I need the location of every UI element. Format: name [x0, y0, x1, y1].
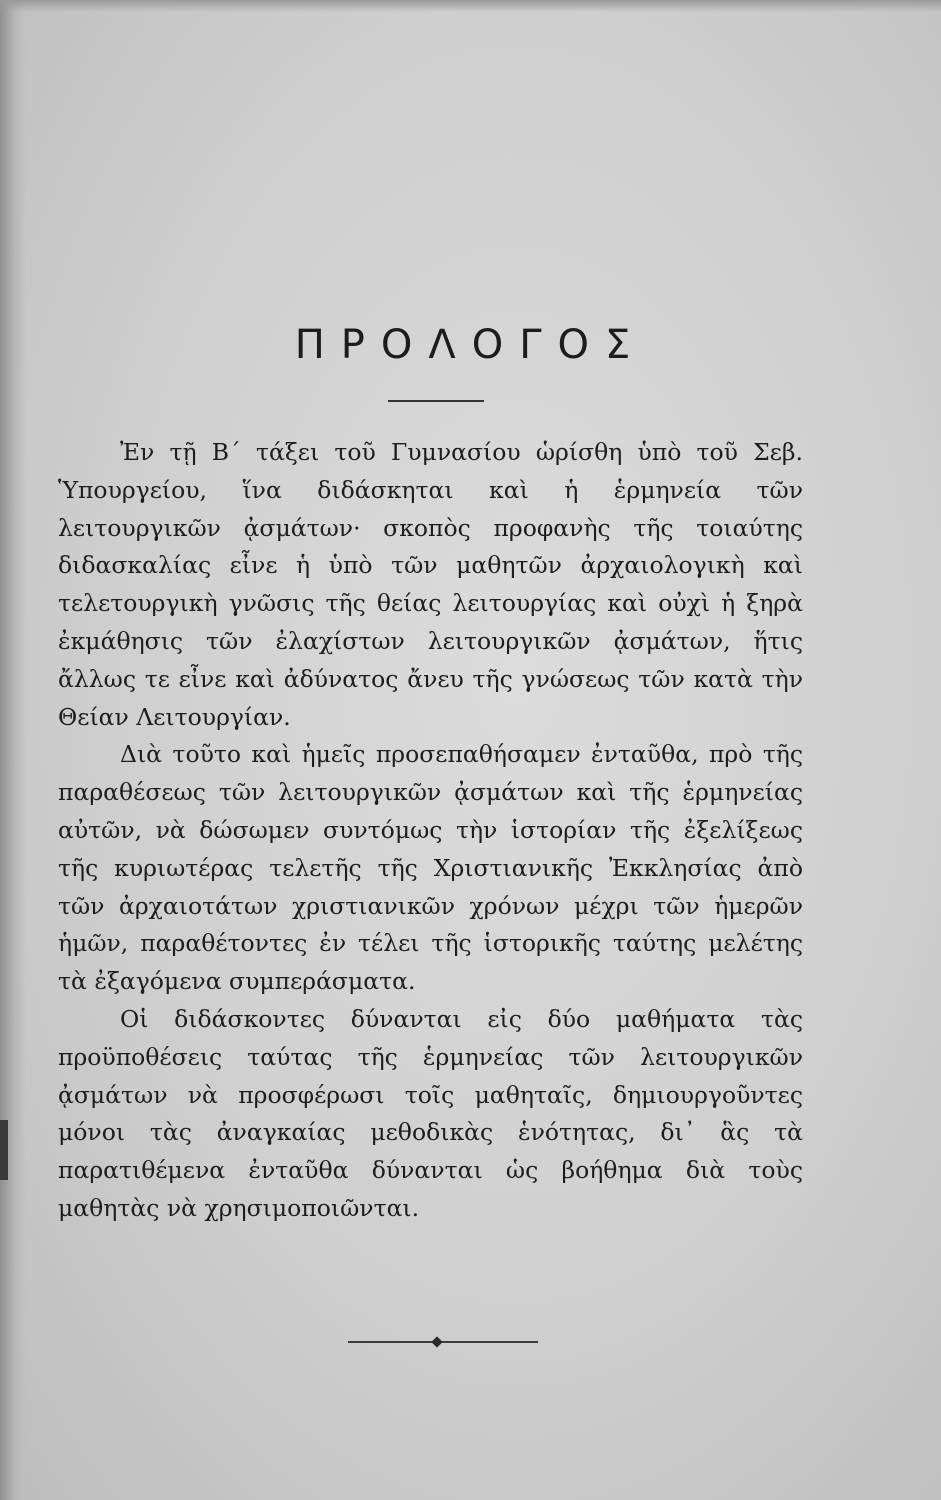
paragraph: Οἱ διδάσκοντες δύνανται εἰς δύο μαθήματα τὰς προϋποθέσεις ταύτας τῆς ἑρμηνείας τῶν λειτουργικῶν ᾀσμάτων νὰ προσφέρωσι τοῖς μαθηταῖς, δημιουργοῦντες μόνοι τὰς ἀναγκαίας μεθοδικὰς ἑνότητας, δι᾿ ἃς τὰ παρατιθέμενα ἐνταῦθα δύνανται ὡς βοήθημα διὰ τοὺς μαθητὰς νὰ χρησιμοποιῶνται.	[58, 1004, 803, 1222]
ornament-dot-icon	[431, 1336, 442, 1347]
top-edge-shadow	[0, 0, 941, 12]
paragraph: Διὰ τοῦτο καὶ ἡμεῖς προσεπαθήσαμεν ἐνταῦθα, πρὸ τῆς παραθέσεως τῶν λειτουργικῶν ᾀσμάτων καὶ τῆς ἑρμηνείας αὐτῶν, νὰ δώσωμεν συντόμως τὴν ἱστορίαν τῆς ἐξελίξεως τῆς κυριωτέρας τελετῆς τῆς Χριστιανικῆς Ἐκκλησίας ἀπὸ τῶν ἀρχαιοτάτων χριστιανικῶν χρόνων μέχρι τῶν ἡμερῶν ἡμῶν, παραθέτοντες ἐν τέλει τῆς ἱστορικῆς ταύτης μελέτης τὰ ἐξαγόμενα συμπεράσματα.	[58, 740, 803, 996]
paragraph: Ἐν τῇ Β΄ τάξει τοῦ Γυμνασίου ὡρίσθη ὑπὸ τοῦ Σεβ. Ὑπουργείου, ἵνα διδάσκηται καὶ ἡ ἑρμηνεία τῶν λειτουργικῶν ᾀσμάτων· σκοπὸς προφανὴς τῆς τοιαύτης διδασκαλίας εἶνε ἡ ὑπὸ τῶν μαθητῶν ἀρχαιολογικὴ καὶ τελετουργικὴ γνῶσις τῆς θείας λειτουργίας καὶ οὐχὶ ἡ ξηρὰ ἐκμάθησις τῶν ἐλαχίστων λειτουργικῶν ᾀσμάτων, ἥτις ἄλλως τε εἶνε καὶ ἀδύνατος ἄνευ τῆς γνώσεως τῶν κατὰ τὴν Θείαν Λειτουργίαν.	[58, 438, 803, 731]
spine-shadow	[0, 0, 26, 1500]
edge-mark	[0, 1120, 8, 1180]
title-divider	[388, 400, 484, 402]
end-ornament	[348, 1341, 538, 1343]
preface-text	[58, 434, 803, 1228]
page-title: ΠΡΟΛΟΓΟΣ	[294, 322, 647, 368]
